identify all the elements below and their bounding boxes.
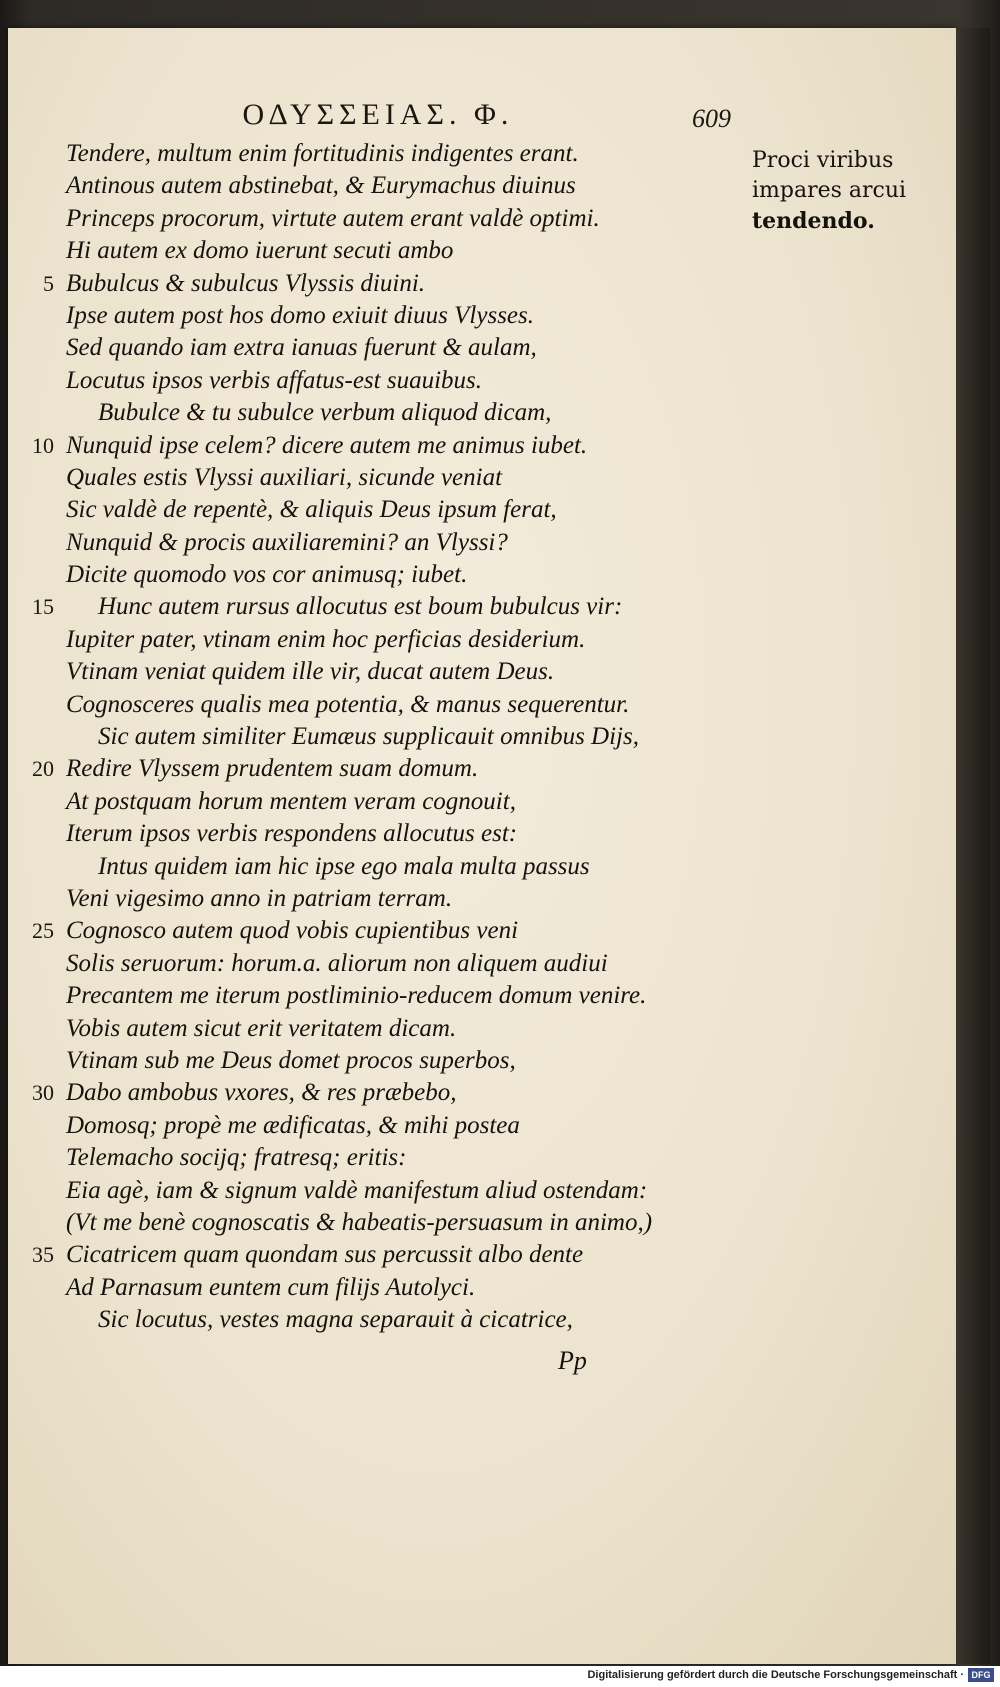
dfg-logo: DFG [968,1668,994,1682]
page-number: 609 [692,104,731,133]
verse-text-line: Locutus ipsos verbis affatus-est suauibus. [66,366,482,394]
verse-text-line: Domosq; propè me ædificatas, & mihi postea [66,1111,520,1139]
verse-text-line: Princeps procorum, virtute autem erant valdè optimi. [66,204,600,232]
verse-text-line: Veni vigesimo anno in patriam terram. [66,884,453,912]
line-number: 25 [32,918,54,944]
verse-text-line: Telemacho socijq; fratresq; eritis: [66,1144,407,1172]
verse-line [0,235,760,267]
verse-line [0,656,760,688]
verse-line [0,300,760,332]
verse-line [0,1272,760,1304]
line-number: 30 [32,1080,54,1106]
verse-line [0,624,760,656]
verse-line [0,689,760,721]
verse-line [0,462,760,494]
margin-note-line: tendendo. [752,208,875,234]
verse-text-line: Vobis autem sicut erit veritatem dicam. [66,1014,457,1042]
verse-line [0,980,760,1012]
funding-notice: Digitalisierung gefördert durch die Deutsche Forschungsgemeinschaft · [587,1669,964,1681]
verse-line [0,818,760,850]
verse-text-line: Tendere, multum enim fortitudinis indigentes erant. [66,140,579,167]
verse-text-line: Cognosceres qualis mea potentia, & manus sequerentur. [66,690,630,718]
verse-line [0,1207,760,1239]
verse-text-line: Hi autem ex domo iuerunt secuti ambo [66,237,454,265]
verse-line [0,753,760,785]
line-number: 15 [32,594,54,620]
verse-line [0,1142,760,1174]
line-number: 5 [43,270,54,296]
margin-note-line: impares arcui [752,178,907,203]
verse-line [0,494,760,526]
verse-text-line: Sic locutus, vestes magna separauit à cicatrice, [98,1306,573,1334]
verse-text-line: Iterum ipsos verbis respondens allocutus est: [66,820,518,848]
verse-line [0,170,760,202]
verse-text-line: Dabo ambobus vxores, & res præbebo, [66,1079,457,1107]
line-number: 35 [32,1242,54,1268]
verse-text [0,138,760,1336]
verse-line [0,851,760,883]
verse-line [0,1045,760,1077]
signature-mark: Pp [558,1346,587,1375]
verse-text-line: Quales estis Vlyssi auxiliari, sicunde veniat [66,463,503,491]
verse-line [0,721,760,753]
verse-line [0,1304,760,1336]
verse-text-line: Intus quidem iam hic ipse ego mala multa passus [98,852,590,880]
verse-text-line: Iupiter pater, vtinam enim hoc perficias desiderium. [66,625,586,653]
verse-line [0,883,760,915]
margin-note-line: Proci viribus [752,148,894,173]
verse-text-line: Ipse autem post hos domo exiuit diuus Vlysses. [66,301,535,329]
verse-text-line: Sic autem similiter Eumæus supplicauit omnibus Dijs, [98,723,639,751]
verse-text-line: Bubulce & tu subulce verbum aliquod dicam, [98,399,552,427]
verse-text-line: Vtinam veniat quidem ille vir, ducat autem Deus. [66,658,555,686]
verse-text-line: Solis seruorum: horum.a. aliorum non aliquem audiui [66,949,608,977]
verse-line [0,1013,760,1045]
verse-line [0,430,760,462]
verse-line [0,203,760,235]
page-edge [956,28,990,1664]
verse-text-line: Sic valdè de repentè, & aliquis Deus ipsum ferat, [66,496,557,524]
verse-text-line: Eia agè, iam & signum valdè manifestum aliud ostendam: [66,1176,648,1204]
verse-text-line: Cicatricem quam quondam sus percussit albo dente [66,1241,584,1269]
verse-text-line: Dicite quomodo vos cor animusq; iubet. [66,561,468,589]
verse-text-line: Nunquid & procis auxiliaremini? an Vlyssi? [66,528,508,556]
verse-text-line: (Vt me benè cognoscatis & habeatis-persuasum in animo,) [66,1208,653,1236]
verse-line [0,591,760,623]
verse-text-line: Sed quando iam extra ianuas fuerunt & aulam, [66,334,537,362]
line-number: 10 [32,432,54,458]
verse-text-line: Bubulcus & subulcus Vlyssis diuini. [66,269,426,297]
verse-line [0,1077,760,1109]
verse-line [0,332,760,364]
verse-line [0,915,760,947]
verse-text-line: Vtinam sub me Deus domet procos superbos, [66,1046,516,1074]
verse-line [0,1239,760,1271]
verse-line [0,1110,760,1142]
margin-note [752,146,922,236]
verse-text-line: Precantem me iterum postliminio-reducem domum venire. [66,982,647,1010]
verse-text-line: Hunc autem rursus allocutus est boum bubulcus vir: [98,593,623,621]
running-head: ΟΔΥΣΣΕΙΑΣ. Φ. [242,98,514,131]
verse-line [0,397,760,429]
verse-line [0,1175,760,1207]
verse-line [0,138,760,170]
verse-line [0,559,760,591]
verse-text-line: Cognosco autem quod vobis cupientibus veni [66,917,519,945]
verse-text-line: Antinous autem abstinebat, & Eurymachus diuinus [66,172,576,200]
verse-line [0,268,760,300]
line-number: 20 [32,756,54,782]
verse-line [0,365,760,397]
verse-line [0,527,760,559]
verse-text-line: Redire Vlyssem prudentem suam domum. [66,755,479,783]
verse-line [0,948,760,980]
verse-line [0,786,760,818]
verse-text-line: Nunquid ipse celem? dicere autem me animus iubet. [66,431,588,459]
verse-text-line: At postquam horum mentem veram cognouit, [66,787,516,815]
verse-text-line: Ad Parnasum euntem cum filijs Autolyci. [66,1273,476,1301]
